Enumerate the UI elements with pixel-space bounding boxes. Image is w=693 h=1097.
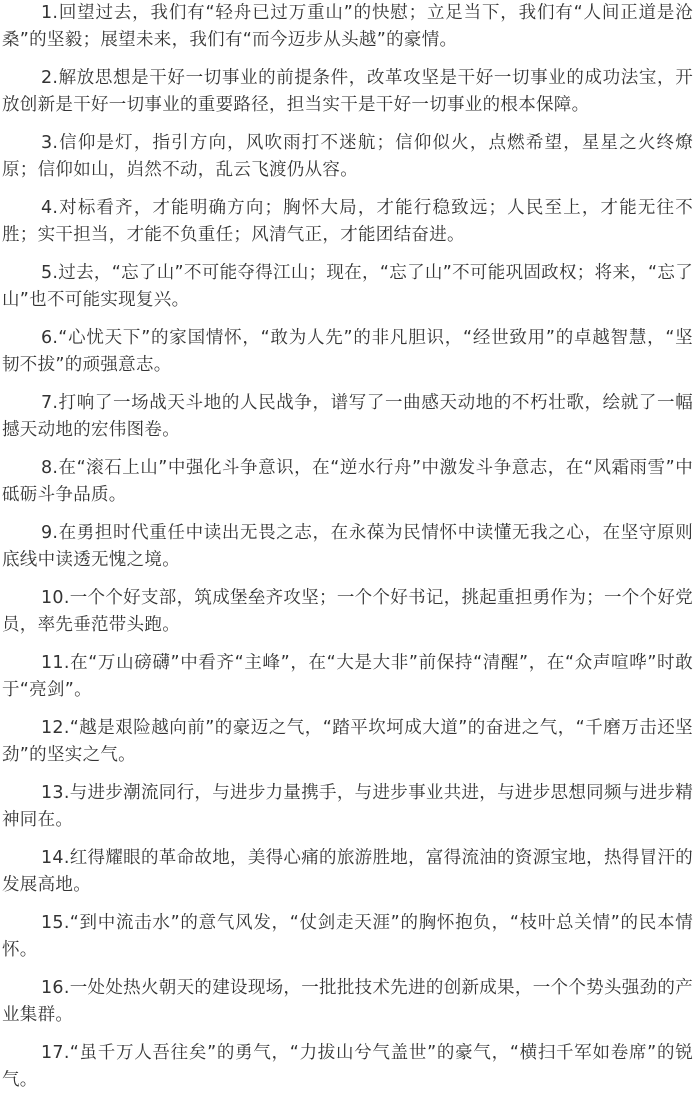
paragraph-17: 17.“虽千万人吾往矣”的勇气，“力拔山兮气盖世”的豪气，“横扫千军如卷席”的锐气。 <box>2 1043 693 1090</box>
paragraph-2: 2.解放思想是干好一切事业的前提条件，改革攻坚是干好一切事业的成功法宝，开放创新是干好一切事业的重要路径，担当实干是干好一切事业的根本保障。 <box>2 68 693 115</box>
paragraph-9: 9.在勇担时代重任中读出无畏之志，在永葆为民情怀中读懂无我之心，在坚守原则底线中读透无愧之境。 <box>2 523 693 570</box>
paragraph-16: 16.一处处热火朝天的建设现场，一批批技术先进的创新成果，一个个势头强劲的产业集群。 <box>2 978 693 1025</box>
paragraph-4: 4.对标看齐，才能明确方向；胸怀大局，才能行稳致远；人民至上，才能无往不胜；实干担当，才能不负重任；风清气正，才能团结奋进。 <box>2 198 693 245</box>
paragraph-7: 7.打响了一场战天斗地的人民战争，谱写了一曲感天动地的不朽壮歌，绘就了一幅撼天动地的宏伟图卷。 <box>2 393 693 440</box>
paragraph-11: 11.在“万山磅礴”中看齐“主峰”，在“大是大非”前保持“清醒”，在“众声喧哗”时敢于“亮剑”。 <box>2 653 693 700</box>
paragraph-14: 14.红得耀眼的革命故地，美得心痛的旅游胜地，富得流油的资源宝地，热得冒汗的发展高地。 <box>2 848 693 895</box>
paragraph-3: 3.信仰是灯，指引方向，风吹雨打不迷航；信仰似火，点燃希望，星星之火终燎原；信仰如山，岿然不动，乱云飞渡仍从容。 <box>2 133 693 180</box>
paragraph-10: 10.一个个好支部，筑成堡垒齐攻坚；一个个好书记，挑起重担勇作为；一个个好党员，率先垂范带头跑。 <box>2 588 693 635</box>
paragraph-6: 6.“心忧天下”的家国情怀，“敢为人先”的非凡胆识，“经世致用”的卓越智慧，“坚韧不拔”的顽强意志。 <box>2 328 693 375</box>
paragraph-8: 8.在“滚石上山”中强化斗争意识，在“逆水行舟”中激发斗争意志，在“风霜雨雪”中砥砺斗争品质。 <box>2 458 693 505</box>
paragraph-5: 5.过去，“忘了山”不可能夺得江山；现在，“忘了山”不可能巩固政权；将来，“忘了山”也不可能实现复兴。 <box>2 263 693 310</box>
paragraph-1: 1.回望过去，我们有“轻舟已过万重山”的快慰；立足当下，我们有“人间正道是沧桑”的坚毅；展望未来，我们有“而今迈步从头越”的豪情。 <box>2 3 693 50</box>
paragraph-15: 15.“到中流击水”的意气风发，“仗剑走天涯”的胸怀抱负，“枝叶总关情”的民本情怀。 <box>2 913 693 960</box>
paragraph-12: 12.“越是艰险越向前”的豪迈之气，“踏平坎坷成大道”的奋进之气，“千磨万击还坚劲”的坚实之气。 <box>2 718 693 765</box>
paragraph-13: 13.与进步潮流同行，与进步力量携手，与进步事业共进，与进步思想同频与进步精神同在。 <box>2 783 693 830</box>
